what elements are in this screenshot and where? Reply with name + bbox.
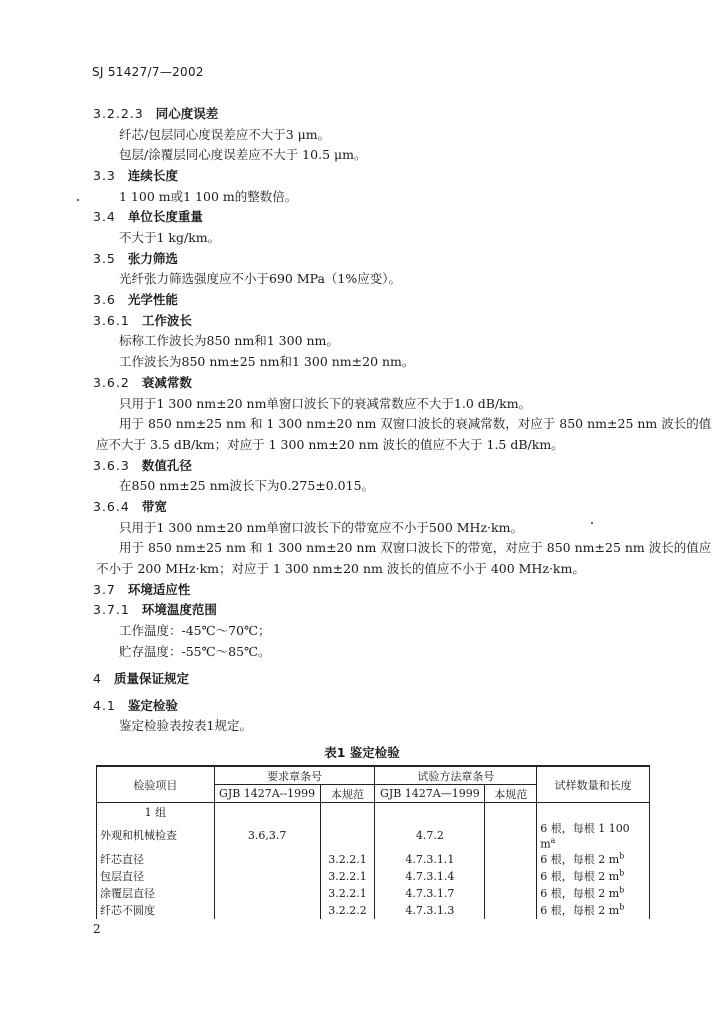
section-heading: [93, 291, 178, 309]
section-heading: [93, 312, 192, 330]
section-title: 环境适应性: [127, 582, 191, 597]
section-title: 光学性能: [127, 292, 178, 307]
section-heading: [93, 208, 203, 226]
cell-gjb-req: [214, 885, 320, 902]
section-heading: [93, 581, 190, 599]
cell-spec-req: 3.2.2.1: [320, 885, 375, 902]
table-row: [97, 868, 650, 885]
table-row: [97, 820, 650, 851]
section-number: 3.6.3: [93, 458, 130, 473]
cell-spec-test: [485, 885, 537, 902]
body-text: 在850 nm±25 nm波长下为0.275±0.015。: [119, 478, 375, 493]
cell-item: 纤芯不圆度: [97, 902, 215, 919]
table-title: 表1 鉴定检验: [324, 745, 400, 760]
section-heading: [93, 167, 178, 185]
cell-spec-req: 3.2.2.1: [320, 868, 375, 885]
document-header: SJ 51427/7—2002: [92, 65, 204, 79]
cell-qty: [537, 820, 650, 851]
section-heading: [93, 105, 218, 123]
section-number: 3.7.1: [93, 602, 130, 617]
section-number: 3.5: [93, 251, 116, 266]
cell-gjb-req: [214, 868, 320, 885]
cell-gjb-test: 4.7.3.1.4: [375, 868, 485, 885]
body-text: 纤芯/包层同心度误差应不大于3 μm。: [119, 127, 331, 142]
qty-text: 6 根，每根 2 m: [540, 853, 620, 867]
body-text: 工作波长为850 nm±25 nm和1 300 nm±20 nm。: [119, 354, 415, 369]
section-title: 环境温度范围: [141, 602, 217, 617]
body-text: 光纤张力筛选强度应不小于690 MPa（1%应变）。: [119, 271, 402, 286]
cell-gjb-req: [214, 851, 320, 868]
section-title: 质量保证规定: [113, 671, 189, 686]
section-number: 4: [93, 671, 102, 686]
section-title: 鉴定检验: [127, 698, 178, 713]
body-text: 只用于1 300 nm±20 nm单窗口波长下的衰减常数应不大于1.0 dB/km。: [119, 396, 532, 411]
section-heading: [93, 697, 178, 715]
section-title: 衰减常数: [141, 375, 192, 390]
col-header-spec-test: 本规范: [485, 785, 537, 803]
cell-gjb-test: 4.7.3.1.1: [375, 851, 485, 868]
scan-speck: [591, 522, 593, 524]
table-row: [97, 851, 650, 868]
cell-gjb-test: 4.7.2: [375, 820, 485, 851]
section-heading: [93, 670, 189, 688]
section-number: 3.6.2: [93, 375, 130, 390]
cell-spec-test: [485, 868, 537, 885]
qty-text: 6 根，每根 2 m: [540, 887, 620, 901]
body-text: 工作温度：-45℃～70℃；: [119, 623, 271, 638]
section-number: 3.6: [93, 292, 116, 307]
section-title: 单位长度重量: [127, 209, 203, 224]
body-text: 应不大于 3.5 dB/km；对应于 1 300 nm±20 nm 波长的值应不大于 1.5 dB/km。: [96, 437, 564, 452]
section-heading: [93, 457, 192, 475]
body-text: 用于 850 nm±25 nm 和 1 300 nm±20 nm 双窗口波长的衰减常数，对应于 850 nm±25 nm 波长的值: [119, 416, 712, 431]
qty-text: 6 根，每根 1 100 m: [540, 822, 630, 851]
qty-text: 6 根，每根 2 m: [540, 904, 620, 918]
table-row: [97, 885, 650, 902]
section-number: 3.4: [93, 209, 116, 224]
col-header-item: 检验项目: [97, 766, 215, 803]
body-text: 鉴定检验表按表1规定。: [119, 718, 252, 733]
body-text: 用于 850 nm±25 nm 和 1 300 nm±20 nm 双窗口波长下的带宽，对应于 850 nm±25 nm 波长的值应: [119, 540, 712, 555]
footnote-mark: b: [619, 902, 625, 912]
group-label: 1 组: [97, 803, 215, 821]
cell-qty: [537, 885, 650, 902]
body-text: 贮存温度：-55℃～85℃。: [119, 644, 271, 659]
cell-spec-test: [485, 902, 537, 919]
body-text: 只用于1 300 nm±20 nm单窗口波长下的带宽应不小于500 MHz·km。: [119, 520, 523, 535]
section-heading: [93, 498, 167, 516]
table-row: [97, 902, 650, 919]
section-heading: [93, 601, 217, 619]
cell-spec-test: [485, 851, 537, 868]
section-heading: [93, 250, 178, 268]
section-number: 3.6.4: [93, 499, 130, 514]
cell-qty: [537, 902, 650, 919]
col-header-test: 试验方法章条号: [375, 766, 537, 785]
col-header-req: 要求章条号: [214, 766, 375, 785]
qty-text: 6 根，每根 2 m: [540, 870, 620, 884]
footnote-mark: b: [619, 885, 625, 895]
col-header-gjb-req: GJB 1427A--1999: [214, 785, 320, 803]
page-number: 2: [93, 922, 101, 936]
body-text: 标称工作波长为850 nm和1 300 nm。: [119, 333, 339, 348]
section-title: 数值孔径: [141, 458, 192, 473]
section-title: 张力筛选: [127, 251, 178, 266]
body-text: 不大于1 kg/km。: [119, 230, 221, 245]
col-header-qty: 试样数量和长度: [537, 766, 650, 803]
cell-gjb-req: [214, 902, 320, 919]
cell-spec-test: [485, 820, 537, 851]
section-number: 3.7: [93, 582, 116, 597]
cell-item: 纤芯直径: [97, 851, 215, 868]
cell-gjb-req: 3.6,3.7: [214, 820, 320, 851]
footnote-mark: a: [550, 836, 556, 845]
section-number: 3.3: [93, 168, 116, 183]
cell-qty: [537, 851, 650, 868]
cell-item: 外观和机械检查: [97, 820, 215, 851]
footnote-mark: b: [619, 851, 625, 861]
cell-spec-req: [320, 820, 375, 851]
cell-gjb-test: 4.7.3.1.3: [375, 902, 485, 919]
section-title: 连续长度: [127, 168, 178, 183]
col-header-gjb-test: GJB 1427A—1999: [375, 785, 485, 803]
inspection-table: [96, 765, 650, 919]
footnote-mark: b: [619, 868, 625, 878]
section-number: 4.1: [93, 698, 116, 713]
scan-speck: [77, 199, 79, 201]
cell-gjb-test: 4.7.3.1.7: [375, 885, 485, 902]
body-text: 不小于 200 MHz·km；对应于 1 300 nm±20 nm 波长的值应不小于 400 MHz·km。: [96, 561, 585, 576]
cell-item: 涂覆层直径: [97, 885, 215, 902]
cell-item: 包层直径: [97, 868, 215, 885]
col-header-spec-req: 本规范: [320, 785, 375, 803]
section-title: 同心度误差: [155, 106, 219, 121]
section-heading: [93, 374, 192, 392]
section-number: 3.2.2.3: [93, 106, 144, 121]
cell-qty: [537, 868, 650, 885]
section-title: 带宽: [141, 499, 167, 514]
cell-spec-req: 3.2.2.1: [320, 851, 375, 868]
section-number: 3.6.1: [93, 313, 130, 328]
cell-spec-req: 3.2.2.2: [320, 902, 375, 919]
body-text: 包层/涂覆层同心度误差应不大于 10.5 μm。: [119, 147, 367, 162]
section-title: 工作波长: [141, 313, 192, 328]
body-text: 1 100 m或1 100 m的整数倍。: [119, 189, 298, 204]
